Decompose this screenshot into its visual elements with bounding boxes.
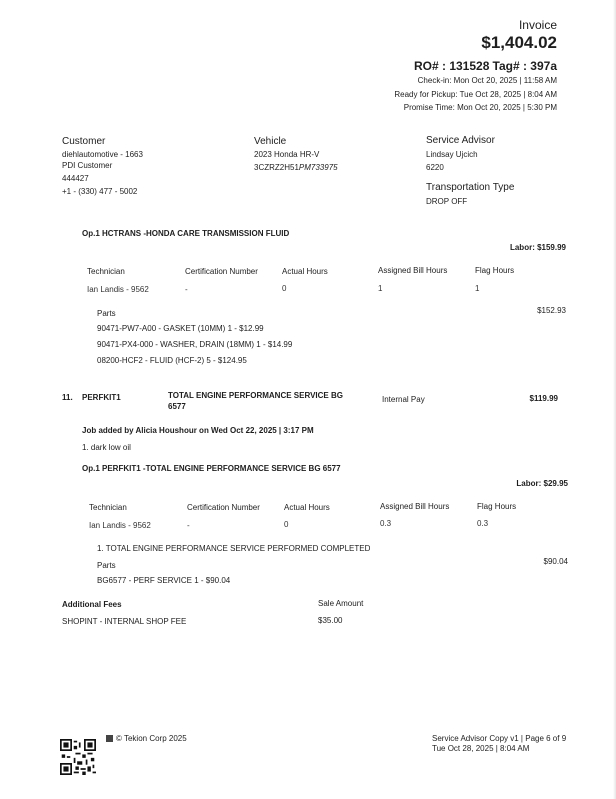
job11-labor: Labor: $29.95	[516, 479, 568, 488]
vin-suffix: PM733975	[298, 163, 338, 172]
pickup-time: Ready for Pickup: Tue Oct 28, 2025 | 8:04 AM	[394, 90, 557, 99]
vehicle-heading: Vehicle	[254, 136, 287, 147]
job11-th-flag: Flag Hours	[477, 502, 517, 511]
job11-td-assigned: 0.3	[380, 519, 392, 528]
job11-code: PERFKIT1	[82, 393, 121, 402]
job11-added-by: Job added by Alicia Houshour on Wed Oct 22, 2025 | 3:17 PM	[82, 426, 314, 435]
tekion-logo-icon	[106, 735, 113, 742]
op1-td-cert: -	[185, 285, 188, 294]
tag-number: Tag# : 397a	[492, 59, 557, 73]
op1-parts-total: $152.93	[537, 306, 566, 315]
vehicle-vin	[254, 163, 338, 172]
ro-number: RO# : 131528	[414, 59, 490, 73]
job11-completed: 1. TOTAL ENGINE PERFORMANCE SERVICE PERFORMED COMPLETED	[97, 544, 371, 553]
invoice-total: $1,404.02	[481, 33, 557, 52]
qr-code-icon	[60, 739, 96, 775]
vehicle-model: 2023 Honda HR-V	[254, 150, 320, 159]
job11-th-actual: Actual Hours	[284, 503, 330, 512]
job11-number: 11.	[62, 393, 73, 402]
footer-copy-page: Service Advisor Copy v1 | Page 6 of 9	[432, 734, 567, 743]
job11-desc-line1: TOTAL ENGINE PERFORMANCE SERVICE BG	[168, 391, 343, 400]
vin-prefix: 3CZRZ2H51	[254, 163, 299, 172]
op1-td-flag: 1	[475, 284, 480, 293]
job11-td-cert: -	[187, 521, 190, 530]
advisor-heading: Service Advisor	[426, 135, 495, 146]
fee-amount: $35.00	[318, 616, 343, 625]
job11-pay-type: Internal Pay	[382, 395, 425, 404]
op1-parts-label: Parts	[97, 309, 116, 318]
op1-labor: Labor: $159.99	[509, 243, 566, 252]
op1-th-technician: Technician	[87, 267, 125, 276]
copyright-text: © Tekion Corp 2025	[116, 734, 187, 743]
op1-th-assigned: Assigned Bill Hours	[378, 266, 448, 275]
op1-part-item: 90471-PW7-A00 - GASKET (10MM) 1 - $12.99	[97, 324, 264, 333]
fees-amount-heading: Sale Amount	[318, 599, 364, 608]
job11-td-flag: 0.3	[477, 519, 489, 528]
job11-th-technician: Technician	[89, 503, 127, 512]
fee-item: SHOPINT - INTERNAL SHOP FEE	[62, 617, 187, 626]
op1-td-technician: Ian Landis - 9562	[87, 285, 149, 294]
op1-title: Op.1 HCTRANS -HONDA CARE TRANSMISSION FLUID	[82, 229, 290, 238]
footer-printed: Tue Oct 28, 2025 | 8:04 AM	[432, 744, 530, 753]
job11-amount: $119.99	[529, 394, 558, 403]
job11-parts-total: $90.04	[543, 557, 568, 566]
job11-desc-line2: 6577	[168, 402, 186, 411]
job11-th-assigned: Assigned Bill Hours	[380, 502, 450, 511]
checkin-time: Check-in: Mon Oct 20, 2025 | 11:58 AM	[417, 76, 557, 85]
fees-heading: Additional Fees	[62, 600, 122, 609]
op1-th-cert: Certification Number	[185, 267, 258, 276]
job11-part-item: BG6577 - PERF SERVICE 1 - $90.04	[97, 576, 231, 585]
job11-op-title: Op.1 PERFKIT1 -TOTAL ENGINE PERFORMANCE SERVICE BG 6577	[82, 464, 341, 473]
promise-time: Promise Time: Mon Oct 20, 2025 | 5:30 PM	[403, 103, 557, 112]
job11-td-actual: 0	[284, 520, 289, 529]
job11-th-cert: Certification Number	[187, 503, 260, 512]
customer-name: PDI Customer	[62, 161, 113, 170]
transport-value: DROP OFF	[426, 197, 468, 206]
advisor-number: 6220	[426, 163, 444, 172]
job11-td-technician: Ian Landis - 9562	[89, 521, 151, 530]
invoice-title: Invoice	[518, 18, 557, 32]
op1-th-flag: Flag Hours	[475, 266, 515, 275]
op1-part-item: 08200-HCF2 - FLUID (HCF-2) 5 - $124.95	[97, 356, 247, 365]
customer-phone: +1 - (330) 477 - 5002	[62, 187, 138, 196]
job11-note: 1. dark low oil	[82, 443, 131, 452]
op1-part-item: 90471-PX4-000 - WASHER, DRAIN (18MM) 1 - $14.99	[97, 340, 293, 349]
customer-account: diehlautomotive - 1663	[62, 150, 143, 159]
transport-heading: Transportation Type	[426, 182, 515, 193]
op1-th-actual: Actual Hours	[282, 267, 328, 276]
footer-copyright	[106, 734, 187, 743]
customer-heading: Customer	[62, 136, 106, 147]
op1-td-assigned: 1	[378, 284, 383, 293]
op1-td-actual: 0	[282, 284, 287, 293]
advisor-name: Lindsay Ujcich	[426, 150, 478, 159]
customer-number: 444427	[62, 174, 89, 183]
job11-parts-label: Parts	[97, 561, 116, 570]
